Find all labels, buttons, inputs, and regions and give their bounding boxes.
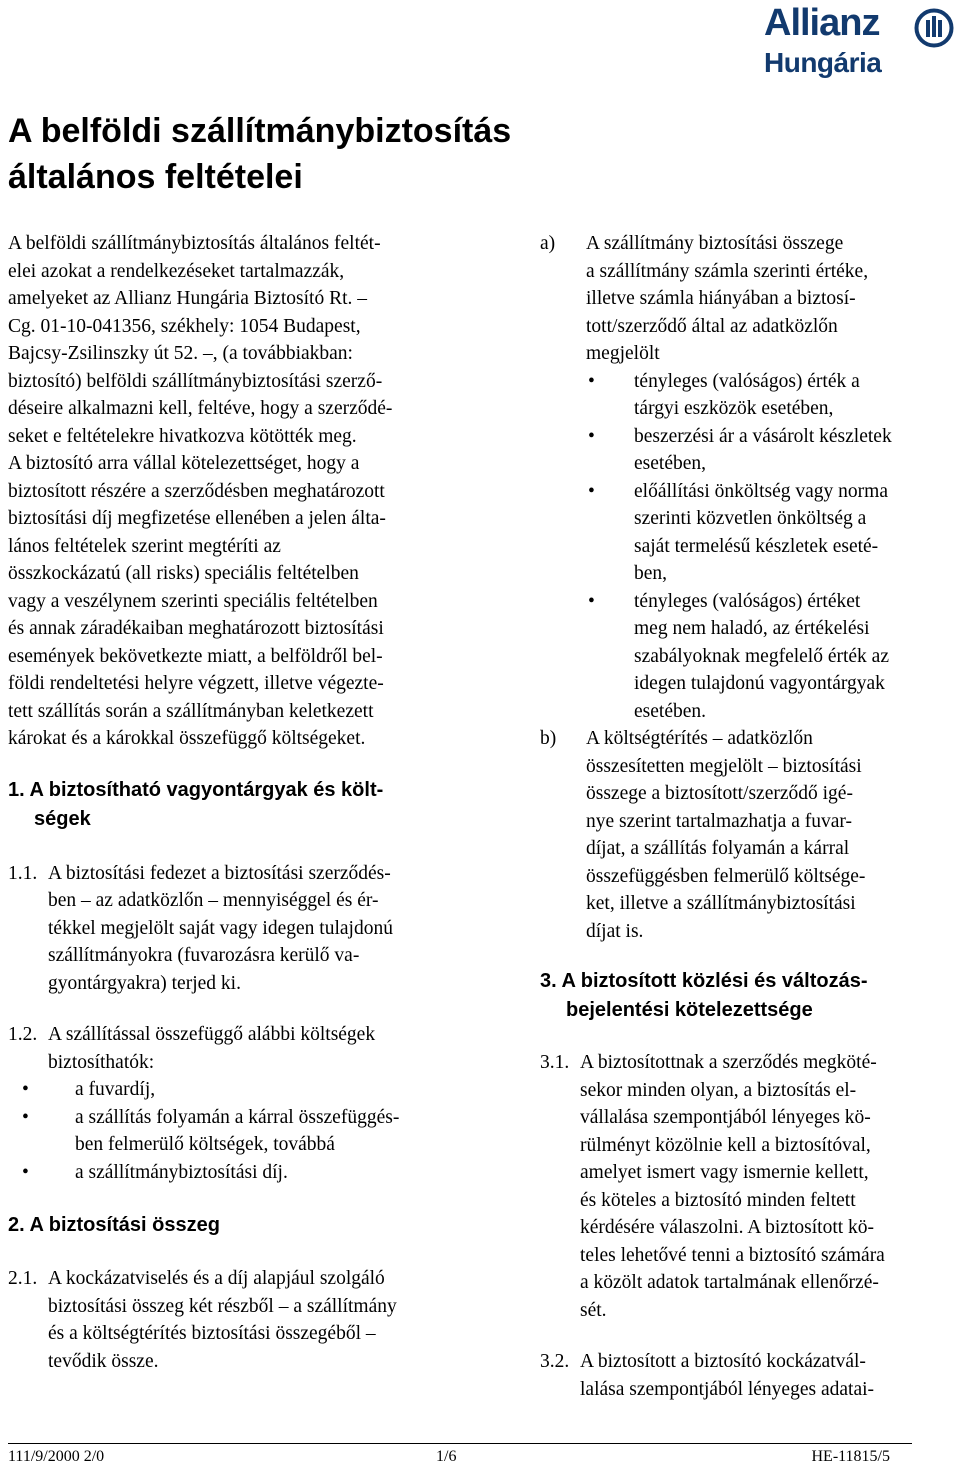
text-line: ket, illetve a szállítmánybiztosítási [586,893,856,914]
text-line: szerinti közvetlen önköltség a [634,508,867,529]
item-body [586,725,954,945]
text-line: események bekövetkezte miatt, a belföldről bel- [8,645,383,667]
bullet-item [8,1159,478,1187]
title-line: A belföldi szállítmánybiztosítás [8,112,512,150]
text-line: nye szerint tartalmazhatja a fuvar- [586,810,852,832]
paragraph-number: 3.1. [540,1052,570,1073]
text-line: és köteles a biztosító minden feltett [580,1189,856,1211]
text-line: gyontárgyakra) terjed ki. [48,972,241,994]
text-line: A biztosítottnak a szerződés megköté- [580,1052,877,1073]
text-line: elei azokat a rendelkezéseket tartalmazzák, [8,260,345,282]
text-line: tett szállítás során a szállítmányban keletkezett [8,700,374,722]
text-line: • tényleges (valóságos) értéket [634,590,861,612]
text-line: biztosítási összeg két részből – a szállítmány [48,1295,397,1317]
paragraph-number: 3.2. [540,1351,570,1372]
text-line: A kockázatviselés és a díj alapjául szolgáló [48,1268,385,1289]
text-line: • előállítási önköltség vagy norma [634,480,888,502]
paragraph-3-2 [540,1348,954,1403]
paragraph-body [48,860,478,998]
text-line: szállítmányokra (fuvarozásra kerülő va- [48,945,360,966]
text-line: lános feltételek szerint megtéríti az [8,535,281,557]
paragraph-body [48,1021,478,1076]
text-line: összefüggésben felmerülő költsége- [586,865,866,887]
item-a [540,230,954,725]
section-3-heading [540,967,954,1025]
heading-line: 3. A biztosított közlési és változás- [540,970,868,992]
heading-line: bejelentési kötelezettsége [566,999,813,1021]
allianz-eagle-icon [914,8,954,48]
right-column [540,230,954,1403]
text-line: megjelölt [586,343,660,364]
item-b [540,725,954,945]
intro-paragraph-2 [8,450,478,753]
text-line: saját termelésű készletek eseté- [634,535,879,557]
text-line: összesítetten megjelölt – biztosítási [586,755,862,777]
bullet-item [586,588,954,726]
bullet-item [8,1104,478,1159]
text-line: és a költségtérítés biztosítási összegéből – [48,1323,376,1344]
text-line: és annak záradékaiban meghatározott biztosítási [8,618,384,639]
text-line: a szállítmány számla szerinti értéke, [586,260,869,282]
paragraph-body [580,1049,954,1324]
text-line: tott/szerződő által az adatközlőn [586,315,838,337]
text-line: • a szállítás folyamán a kárral összefüggés- [75,1106,400,1128]
text-line: Bajcsy-Zsilinszky út 52. –, (a továbbiakban: [8,343,353,364]
text-line: A biztosított a biztosító kockázatvál- [580,1351,866,1372]
footer-rule [8,1443,912,1444]
paragraph-2-1 [8,1265,478,1375]
paragraph-3-1 [540,1049,954,1324]
text-line: A szállítással összefüggő alábbi költségek [48,1024,376,1045]
logo-wordmark: Allianz [764,2,880,44]
paragraph-1-1 [8,860,478,998]
document-title [8,108,628,200]
text-line: ben felmerülő költségek, továbbá [75,1134,335,1155]
text-line: esetében. [634,700,707,722]
text-line: sét. [580,1299,607,1321]
logo-subtitle: Hungária [764,47,882,78]
bullet-item [586,423,954,478]
paragraph-body [580,1348,954,1403]
section-2-heading: 2. A biztosítási összeg [8,1214,220,1236]
form-number: 111/9/2000 2/0 [8,1448,105,1465]
paragraph-number: 1.1. [8,862,38,884]
text-line: a közölt adatok tartalmának ellenőrzé- [580,1272,879,1293]
document-code: HE-11815/5 [811,1448,890,1465]
text-line: biztosítási díj megfizetése ellenében a jelen álta- [8,508,386,529]
text-line: sekor minden olyan, a biztosítás el- [580,1079,857,1101]
text-line: Cg. 01-10-041356, székhely: 1054 Budapest, [8,315,361,337]
text-line: amelyet ismert vagy ismernie kellett, [580,1162,869,1183]
text-line: biztosító) belföldi szállítmánybiztosítási szerző- [8,370,383,392]
text-line: ben, [634,563,668,584]
bullet-item [8,1076,478,1104]
text-line: esetében, [634,453,707,474]
text-line: teles lehetővé tenni a biztosító számára [580,1244,885,1266]
text-line: rülményt közölnie kell a biztosítóval, [580,1134,871,1156]
paragraph-number: 2.1. [8,1268,38,1289]
page-number: 1/6 [436,1448,457,1465]
heading-line: ségek [34,807,91,830]
text-line: biztosított részére a szerződésben meghatározott [8,480,385,502]
text-line: A biztosítási fedezet a biztosítási szerződés- [48,862,391,884]
title-line: általános feltételei [8,158,303,196]
text-line: A szállítmány biztosítási összege [586,233,844,254]
text-line: kérdésére válaszolni. A biztosított kö- [580,1217,875,1238]
text-line: földi rendeltetési helyre végzett, illetve végezte- [8,673,384,694]
section-1-heading [8,776,478,834]
text-line: meg nem haladó, az értékelési [634,618,870,639]
text-line: seket e feltételekre hivatkozva kötötték meg. [8,425,357,447]
text-line: vállalása szempontjából lényeges kö- [580,1107,871,1128]
text-line: idegen tulajdonú vagyontárgyak [634,673,885,694]
text-line: illetve számla hiányában a biztosí- [586,288,856,309]
text-line: A biztosító arra vállal kötelezettséget, hogy a [8,453,360,474]
text-line: tárgyi eszközök esetében, [634,398,834,419]
cost-bullet-list [8,1076,478,1186]
text-line: vagy a veszélynem szerinti speciális feltételben [8,590,378,612]
bullet-item [586,368,954,423]
text-line: károkat és a károkkal összefüggő költségeket. [8,728,366,749]
allianz-logo [761,4,956,82]
text-line: díjat, a szállítás folyamán a kárral [586,838,850,859]
text-line: tevődik össze. [48,1350,159,1372]
text-line: A költségtérítés – adatközlőn [586,728,813,749]
value-bullet-list [586,368,954,726]
text-line: összege a biztosított/szerződő igé- [586,783,853,804]
text-line: díjat is. [586,920,644,942]
text-line: • a szállítmánybiztosítási díj. [75,1161,288,1183]
paragraph-1-2 [8,1021,478,1076]
text-line: • a fuvardíj, [75,1079,156,1100]
text-line: amelyeket az Allianz Hungária Biztosító Rt. – [8,288,368,309]
left-column [8,230,478,1375]
text-line: A belföldi szállítmánybiztosítás általános feltét- [8,233,381,254]
text-line: ben – az adatközlőn – mennyiséggel és ér- [48,890,379,911]
item-label: b) [540,728,557,749]
text-line: lalása szempontjából lényeges adatai- [580,1378,875,1400]
text-line: szabályoknak megfelelő érték az [634,645,889,667]
text-line: • tényleges (valóságos) érték a [634,370,860,392]
item-label: a) [540,233,556,254]
item-body [586,230,954,368]
paragraph-number: 1.2. [8,1024,38,1045]
intro-paragraph-1 [8,230,478,450]
text-line: biztosíthatók: [48,1051,155,1073]
text-line: • beszerzési ár a vásárolt készletek [634,425,892,447]
heading-line: 1. A biztosítható vagyontárgyak és költ- [8,778,384,801]
paragraph-body [48,1265,478,1375]
text-line: összkockázatú (all risks) speciális feltételben [8,563,359,584]
text-line: déseire alkalmazni kell, feltéve, hogy a szerződé- [8,398,393,419]
bullet-item [586,478,954,588]
text-line: tékkel megjelölt saját vagy idegen tulajdonú [48,917,393,939]
